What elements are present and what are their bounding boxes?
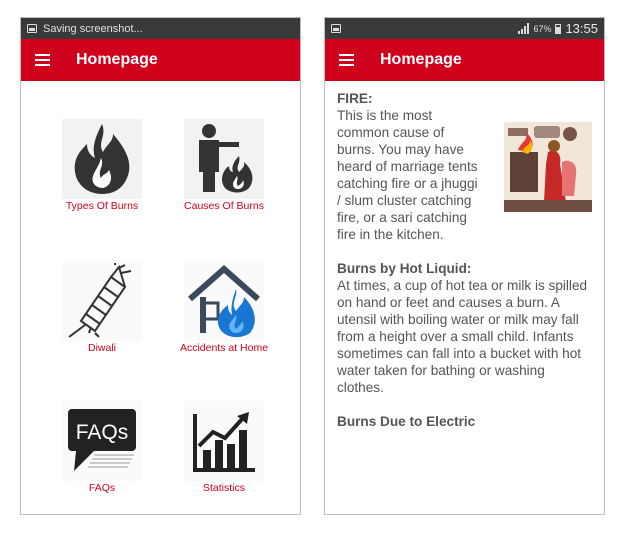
- tile-accidents-at-home[interactable]: [164, 261, 284, 371]
- tile-faqs[interactable]: [42, 401, 162, 511]
- status-bar: [21, 18, 300, 39]
- chart-icon: [184, 401, 264, 481]
- home-screen: [20, 17, 301, 515]
- article-content: [325, 81, 604, 430]
- tile-causes-of-burns[interactable]: [164, 119, 284, 229]
- tile-label: Statistics: [202, 482, 245, 494]
- status-text: Saving screenshot...: [43, 22, 143, 35]
- section-electric: [337, 413, 592, 430]
- tile-statistics[interactable]: [164, 401, 284, 511]
- status-bar: [325, 18, 604, 39]
- screenshot-icon: [331, 24, 341, 33]
- page-title: Homepage: [76, 51, 158, 68]
- tile-label: Causes Of Burns: [184, 200, 264, 212]
- tile-label: Types Of Burns: [65, 200, 139, 212]
- house-fire-icon: [184, 261, 264, 341]
- tile-label: Accidents at Home: [179, 342, 269, 354]
- tile-diwali[interactable]: [42, 261, 162, 371]
- flame-icon: [62, 119, 142, 199]
- section-fire: [337, 90, 592, 243]
- page-title: Homepage: [380, 51, 462, 68]
- tile-types-of-burns[interactable]: [42, 119, 162, 229]
- toolbar: [325, 39, 604, 81]
- section-body: This is the most common cause of burns. You may have heard of marriage tents catching fire or a jhuggi / slum cluster catching fire, or a sari catching fire in the kitchen.: [337, 108, 478, 242]
- section-hot-liquid: [337, 260, 592, 396]
- section-body: At times, a cup of hot tea or milk is spilled on hand or feet and causes a burn. A utensil with boiling water or milk may fall from a height over a small child. Infants sometimes can fall into a bucket with hot water taken for bathing or washing clothes.: [337, 278, 588, 395]
- article-screen: [324, 17, 605, 515]
- section-heading: FIRE:: [337, 91, 373, 106]
- section-heading: Burns by Hot Liquid:: [337, 261, 472, 276]
- tile-label: FAQs: [88, 482, 116, 494]
- signal-icon: [518, 23, 529, 34]
- screenshot-icon: [27, 24, 37, 33]
- kitchen-fire-illustration: [504, 122, 592, 212]
- svg-text:FAQs: FAQs: [75, 421, 129, 444]
- toolbar: [21, 39, 300, 81]
- faq-bubble-icon: [62, 401, 142, 481]
- person-fire-icon: [184, 119, 264, 199]
- battery-icon: [555, 24, 561, 34]
- firecracker-icon: [62, 261, 142, 341]
- section-heading: Burns Due to Electric: [337, 414, 476, 429]
- menu-icon[interactable]: [339, 54, 354, 66]
- battery-percent: 67%: [533, 23, 552, 34]
- status-indicators: [518, 21, 598, 36]
- menu-icon[interactable]: [35, 54, 50, 66]
- tile-label: Diwali: [87, 342, 116, 354]
- clock: 13:55: [565, 21, 598, 36]
